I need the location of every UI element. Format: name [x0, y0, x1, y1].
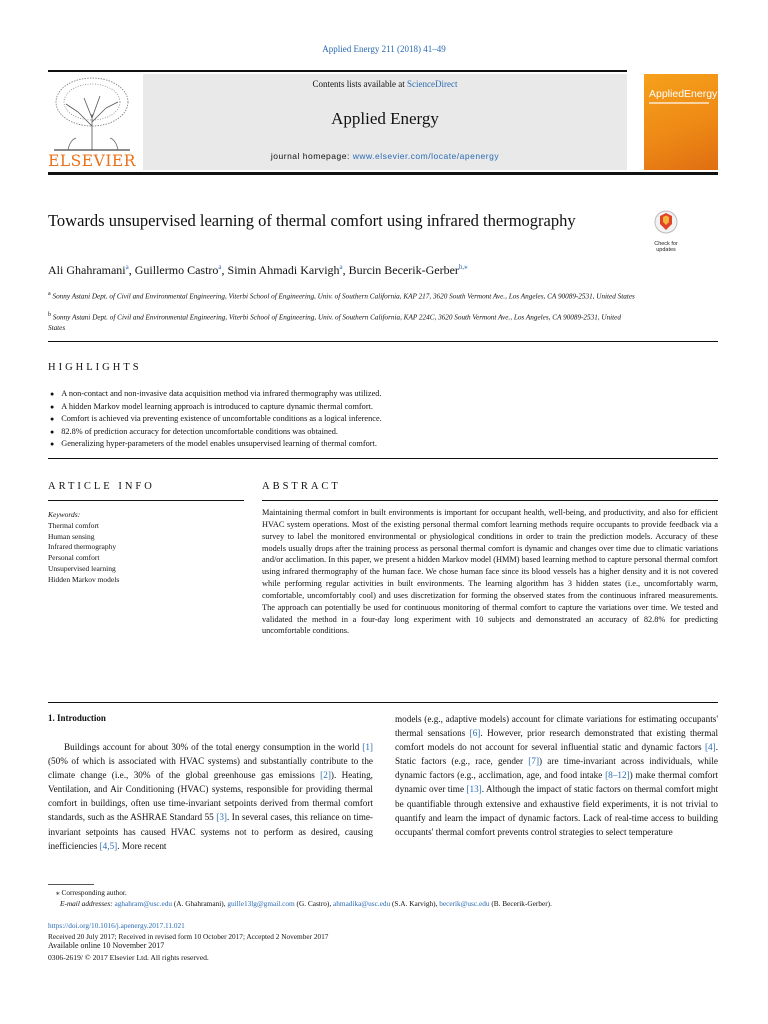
- elsevier-logo: [48, 74, 136, 170]
- author-affiliation-mark[interactable]: a: [339, 263, 343, 271]
- highlight-item: ● 82.8% of prediction accuracy for detection uncomfortable conditions was obtained.: [50, 426, 710, 439]
- email-addresses: [60, 899, 720, 908]
- email-owner: (A. Ghahramani),: [172, 899, 228, 908]
- check-updates-icon: [654, 210, 678, 236]
- citation-link[interactable]: [2]: [320, 770, 331, 781]
- masthead-bottom-rule: [48, 172, 718, 175]
- check-updates-line1: Check for: [654, 241, 678, 247]
- body-text: ). Heating, Ventilation, and Air Conditioning (HVAC) systems, responsible for providing thermal comfort in buildings, often use time-invariant setpoints derived from thermal comfort standards, such as the ASHRAE Standard 55: [48, 770, 373, 823]
- received-dates: Received 20 July 2017; Received in revised form 10 October 2017; Accepted 2 November 2017: [48, 932, 329, 941]
- abstract-rule: [262, 500, 718, 501]
- body-column-left: [48, 740, 373, 853]
- body-text: ) make thermal comfort dynamic over time: [395, 770, 718, 795]
- masthead-box: [143, 74, 627, 170]
- contents-line: [143, 79, 627, 89]
- highlights-list: [50, 388, 710, 451]
- email-link[interactable]: guille13lg@gmail.com: [227, 899, 295, 908]
- affiliation-b-text: Sonny Astani Dept. of Civil and Environmental Engineering, Viterbi School of Engineering, Univ. of Southern California, KAP 224C, 3620 South Vermont Ave., Los Angeles, CA 90089-2531, United States: [48, 313, 621, 332]
- body-text: (50% of which is associated with HVAC systems) and substantially contribute to the climate change (i.e., 30% of the global greenhouse gas emissions: [48, 756, 373, 781]
- body-text: . However, prior research demonstrated that existing thermal comfort models do not account for several influential static and dynamic factors: [395, 728, 718, 753]
- affiliation-b-mark: b: [48, 312, 51, 318]
- article-info-rule: [48, 500, 244, 501]
- check-updates-label: [644, 241, 688, 253]
- body-text: models (e.g., adaptive models) account for climate variations for estimating occupants' thermal sensations: [395, 714, 718, 739]
- citation-link[interactable]: [6]: [469, 728, 481, 739]
- citation-link[interactable]: [7]: [528, 756, 540, 767]
- author-name[interactable]: Simin Ahmadi Karvigh: [227, 263, 340, 277]
- keyword: Infrared thermography: [48, 542, 117, 552]
- highlights-heading: HIGHLIGHTS: [48, 362, 142, 373]
- journal-cover-image[interactable]: [644, 74, 718, 170]
- homepage-line: [143, 151, 627, 161]
- affiliation-a-mark: a: [48, 291, 51, 297]
- article-title: Towards unsupervised learning of thermal comfort using infrared thermography: [48, 211, 576, 230]
- email-link[interactable]: ahmadika@usc.edu: [333, 899, 391, 908]
- journal-name: Applied Energy: [331, 109, 439, 128]
- keywords-label: Keywords:: [48, 510, 81, 519]
- email-owner: (S.A. Karvigh),: [390, 899, 440, 908]
- email-link[interactable]: aghahram@usc.edu: [114, 899, 173, 908]
- highlight-item: ● Generalizing hyper-parameters of the model enables unsupervised learning of thermal comfort.: [50, 438, 710, 451]
- check-updates-line2: updates: [656, 247, 676, 253]
- keyword: Personal comfort: [48, 553, 100, 563]
- abstract-heading: ABSTRACT: [262, 481, 341, 492]
- homepage-prefix: journal homepage:: [270, 151, 353, 161]
- body-text: . Although the impact of static factors on thermal comfort might be quantifiable through extensive and exhaustive field experiments, it is not trivial to quantify and learn the impact of dynamic factors. Lack of real-time access to building occupants' thermal comfort prevents control strategies to select temperature: [395, 784, 718, 837]
- masthead-top-rule: [48, 70, 627, 72]
- keywords-block: [48, 510, 244, 586]
- corresponding-author-note: ⁎ Corresponding author.: [56, 888, 127, 897]
- body-text: ) are time-invariant across individuals, while dynamic factors (e.g., acclimation, age, and food intake: [395, 756, 718, 781]
- citation-link[interactable]: [1]: [362, 742, 373, 752]
- homepage-link[interactable]: www.elsevier.com/locate/apenergy: [352, 151, 500, 161]
- email-label: E-mail addresses:: [60, 899, 115, 908]
- author-name[interactable]: Ali Ghahramani: [48, 263, 126, 277]
- author-affiliation-mark[interactable]: a: [218, 263, 222, 271]
- available-online-date: Available online 10 November 2017: [48, 941, 165, 950]
- check-for-updates-button[interactable]: [644, 210, 688, 254]
- cover-title: AppliedEnergy: [649, 88, 718, 100]
- sciencedirect-link[interactable]: ScienceDirect: [407, 79, 458, 89]
- doi-link[interactable]: https://doi.org/10.1016/j.apenergy.2017.11.021: [48, 921, 185, 930]
- citation-link[interactable]: [8–12]: [605, 770, 630, 781]
- highlight-item: ● A non-contact and non-invasive data acquisition method via infrared thermography was utilized.: [50, 388, 710, 401]
- author-name[interactable]: Guillermo Castro: [134, 263, 219, 277]
- citation-link[interactable]: [3]: [216, 812, 227, 823]
- body-text: . More recent: [117, 840, 167, 851]
- highlight-item: ● Comfort is achieved via preventing existence of uncomfortable conditions as a logical inference.: [50, 413, 710, 426]
- keyword: Human sensing: [48, 531, 95, 541]
- author-affiliation-mark[interactable]: a: [125, 263, 129, 271]
- citation-link[interactable]: [4,5]: [99, 840, 118, 851]
- keyword: Unsupervised learning: [48, 563, 116, 573]
- highlights-top-rule: [48, 341, 718, 342]
- abstract-text: Maintaining thermal comfort in built environments is important for occupant health, well-being, and productivity, and also for efficient HVAC system operations. Most of the existing personal thermal comfort learning methods require occupants to provide feedback via a survey to label the monitored environmental or physiological conditions in order to train the prediction models. Accuracy of these models usually drops after the training process as personal thermal comfort is dynamic and changes over time due to climatic variations and/or acclimation. In this paper, we present a hidden Markov model (HMM) based learning method to capture personal thermal comfort using infrared thermography of the human face. We chose human face since its blood vessels has a higher density and it is not covered while performing regular activities in built environments. The learning algorithm has 3 hidden states (i.e., uncomfortably warm, comfortable, uncomfortably cool) and uses discretization for forming the observed states from the continuous infrared measurements. The approach can potentially be used for continuous monitoring of thermal comfort to capture the variations over time. We tested and validated the method in a four-day long experiment with 10 subjects and demonstrated an accuracy of 82.8% for predicting uncomfortable conditions.: [262, 508, 718, 636]
- affiliation-b: [48, 310, 638, 333]
- citation-link[interactable]: [13]: [466, 784, 482, 795]
- body-column-right: [395, 712, 718, 839]
- author-list: Ali Ghahramani$^a$, Guillermo Castro$^a$, Simin Ahmadi Karvigh$^a$, Burcin Becerik-Gerber$^{b,⁎}$: [48, 263, 468, 277]
- contents-prefix: Contents lists available at: [312, 79, 407, 89]
- elsevier-tree-icon: [48, 74, 136, 152]
- elsevier-wordmark: ELSEVIER: [48, 152, 136, 170]
- copyright-line: 0306-2619/ © 2017 Elsevier Ltd. All rights reserved.: [48, 953, 209, 962]
- keyword: Hidden Markov models: [48, 574, 120, 584]
- email-owner: (G. Castro),: [294, 899, 333, 908]
- affiliation-a-text: Sonny Astani Dept. of Civil and Environmental Engineering, Viterbi School of Engineering, Univ. of Southern California, KAP 217, 3620 South Vermont Ave., Los Angeles, CA 90089-2531, United States: [52, 292, 635, 301]
- cover-subtitle-bar: [649, 102, 709, 104]
- highlights-bottom-rule: [48, 458, 718, 459]
- highlight-item: ● A hidden Markov model learning approach is introduced to capture dynamic thermal comfort.: [50, 401, 710, 414]
- section-heading-introduction: 1. Introduction: [48, 713, 106, 723]
- article-info-heading: ARTICLE INFO: [48, 481, 155, 492]
- journal-reference-link[interactable]: Applied Energy 211 (2018) 41–49: [322, 44, 446, 54]
- body-text: . Static factors (e.g., race, gender: [395, 742, 718, 767]
- email-owner: (B. Becerik-Gerber).: [489, 899, 552, 908]
- keyword: Thermal comfort: [48, 520, 100, 530]
- email-link[interactable]: becerik@usc.edu: [439, 899, 490, 908]
- affiliation-a: [48, 289, 638, 302]
- body-text: . In several cases, this reliance on time-invariant setpoints has caused HVAC systems not to perform as desired, causing inefficiencies: [48, 812, 373, 851]
- abstract-bottom-rule: [48, 702, 718, 703]
- author-affiliation-mark[interactable]: b,⁎: [458, 263, 468, 271]
- body-text: Buildings account for about 30% of the total energy consumption in the world: [64, 742, 363, 752]
- author-name[interactable]: Burcin Becerik-Gerber: [348, 263, 459, 277]
- footnote-rule: [48, 884, 94, 885]
- citation-link[interactable]: [4]: [704, 742, 716, 753]
